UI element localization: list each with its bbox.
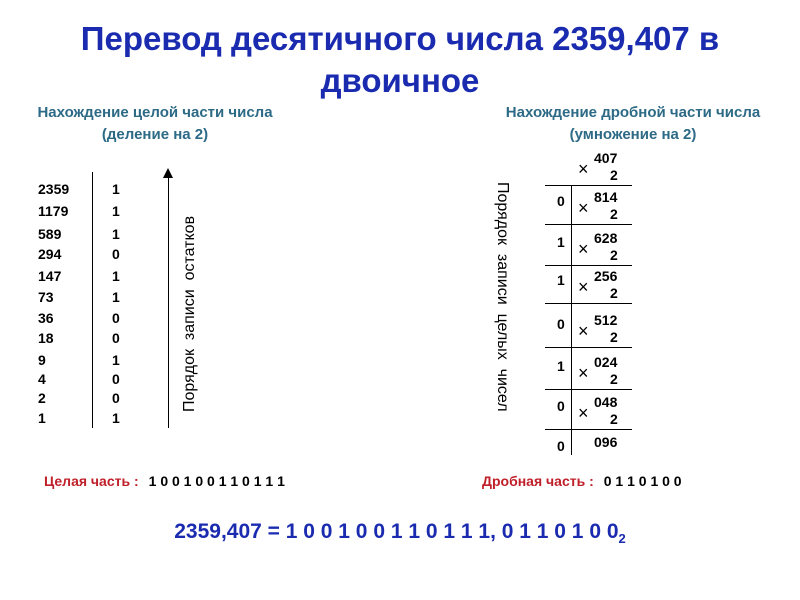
- dividend-value: 9: [38, 352, 46, 368]
- remainder-value: 0: [112, 390, 120, 406]
- remainder-order-label: Порядок записи остатков: [181, 215, 198, 412]
- remainder-value: 0: [112, 246, 120, 262]
- row-separator-line: [545, 429, 632, 430]
- order-arrow-head-icon: [163, 168, 173, 178]
- remainder-value: 1: [112, 268, 120, 284]
- fraction-value: 512: [594, 312, 618, 328]
- fraction-value: 407: [594, 150, 618, 166]
- fraction-part-heading: Нахождение дробной части числа: [505, 104, 761, 121]
- dividend-value: 147: [38, 268, 62, 284]
- row-separator-line: [545, 347, 632, 348]
- row-separator-line: [545, 389, 632, 390]
- multiply-icon: ×: [578, 159, 589, 179]
- multiplier-value: 2: [610, 411, 618, 427]
- fraction-value: 024: [594, 354, 618, 370]
- dividend-value: 4: [38, 371, 46, 387]
- integer-digit: 1: [557, 272, 565, 288]
- remainder-value: 1: [112, 203, 120, 219]
- remainder-value: 1: [112, 410, 120, 426]
- division-divider-line: [92, 172, 93, 428]
- multiplier-value: 2: [610, 247, 618, 263]
- integer-result: [44, 473, 285, 491]
- remainder-value: 0: [112, 310, 120, 326]
- fraction-value: 814: [594, 189, 618, 205]
- fraction-value: 048: [594, 394, 618, 410]
- row-separator-line: [545, 185, 632, 186]
- multiplier-value: 2: [610, 371, 618, 387]
- dividend-value: 294: [38, 246, 62, 262]
- dividend-value: 1179: [38, 203, 69, 219]
- page-title: Перевод десятичного числа 2359,407 в двоичное: [80, 20, 720, 99]
- row-separator-line: [545, 303, 632, 304]
- dividend-value: 1: [38, 410, 46, 426]
- integer-result-label: Целая часть :: [44, 473, 139, 489]
- integer-digit: 0: [557, 398, 565, 414]
- integer-digit: 0: [557, 193, 565, 209]
- row-separator-line: [545, 265, 632, 266]
- remainder-value: 1: [112, 352, 120, 368]
- remainder-value: 0: [112, 330, 120, 346]
- integer-digit: 1: [557, 358, 565, 374]
- dividend-value: 18: [38, 330, 54, 346]
- integer-digit: 0: [557, 316, 565, 332]
- row-separator-line: [545, 224, 632, 225]
- remainder-value: 1: [112, 289, 120, 305]
- integer-part-subheading: (деление на 2): [101, 126, 209, 143]
- fraction-result-bits: 0 1 1 0 1 0 0: [603, 473, 682, 489]
- fraction-part-subheading: (умножение на 2): [569, 126, 697, 143]
- multiply-icon: ×: [578, 277, 589, 297]
- multiply-icon: ×: [578, 363, 589, 383]
- integer-digit: 0: [557, 438, 565, 454]
- final-base: 2: [618, 531, 626, 547]
- multiplier-value: 2: [610, 167, 618, 183]
- fraction-value: 628: [594, 230, 618, 246]
- fraction-result-label: Дробная часть :: [482, 473, 594, 489]
- integer-order-label: Порядок записи целых чисел: [494, 182, 511, 412]
- dividend-value: 2359: [38, 181, 70, 197]
- order-arrow-line: [168, 178, 169, 428]
- fraction-result: [482, 473, 682, 491]
- multiply-icon: ×: [578, 198, 589, 218]
- multiplier-value: 2: [610, 329, 618, 345]
- dividend-value: 36: [38, 310, 54, 326]
- dividend-value: 2: [38, 390, 46, 406]
- remainder-value: 1: [112, 181, 120, 197]
- integer-part-heading: Нахождение целой части числа: [37, 104, 273, 121]
- fraction-value: 096: [594, 434, 618, 450]
- multiplication-divider-line: [571, 185, 572, 455]
- remainder-value: 0: [112, 371, 120, 387]
- multiplier-value: 2: [610, 285, 618, 301]
- multiplier-value: 2: [610, 206, 618, 222]
- multiply-icon: ×: [578, 239, 589, 259]
- integer-result-bits: 1 0 0 1 0 0 1 1 0 1 1 1: [148, 473, 285, 489]
- final-equation: [0, 520, 800, 546]
- remainder-value: 1: [112, 226, 120, 242]
- dividend-value: 589: [38, 226, 62, 242]
- dividend-value: 73: [38, 289, 54, 305]
- integer-digit: 1: [557, 234, 565, 250]
- multiply-icon: ×: [578, 403, 589, 423]
- multiply-icon: ×: [578, 321, 589, 341]
- fraction-value: 256: [594, 268, 618, 284]
- final-equation-text: 2359,407 = 1 0 0 1 0 0 1 1 0 1 1 1, 0 1 1 0 1 0 0: [174, 520, 619, 543]
